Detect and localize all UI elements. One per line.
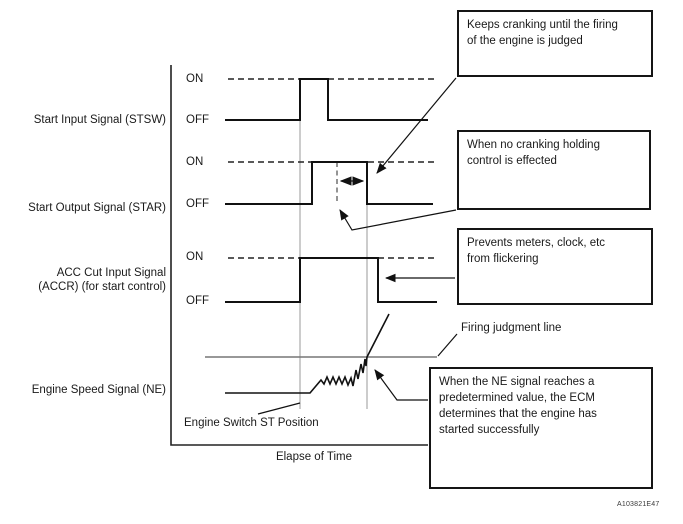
stsw-waveform [225,79,428,120]
no-cranking-holding-arrow [340,210,456,230]
signal-label-line: Engine Speed Signal (NE) [31,384,166,396]
firing-judgment-pointer-line [438,334,457,356]
callout-ne-judgment [429,367,653,489]
accr-off-label: OFF [186,295,209,307]
star-on-label: ON [186,156,204,168]
signal-label-star [6,201,166,215]
signal-label-line: Start Input Signal (STSW) [33,114,166,126]
callout-line: control is effected [467,155,557,167]
signal-label-ne [6,383,166,397]
accr-on-label: ON [186,251,204,263]
callout-line: of the engine is judged [467,35,583,47]
keeps-cranking-arrow [377,78,456,173]
callout-line: When no cranking holding [467,139,600,151]
x-axis-label: Elapse of Time [275,451,353,463]
callout-line: from flickering [467,253,539,265]
callout-line: Keeps cranking until the firing [467,19,618,31]
signal-label-line: Start Output Signal (STAR) [28,202,166,214]
callout-line: Prevents meters, clock, etc [467,237,606,249]
stsw-on-label: ON [186,73,204,85]
signal-label-stsw [6,113,166,127]
callout-line: started successfully [439,424,540,436]
ne-judgment-arrow [375,370,428,400]
star-waveform [225,162,433,204]
stsw-off-label: OFF [186,114,209,126]
callout-no-cranking-holding [457,130,651,210]
signal-label-line: ACC Cut Input Signal [56,267,166,279]
star-off-label: OFF [186,198,209,210]
signal-label-line: (ACCR) (for start control) [38,281,166,293]
callout-line: predetermined value, the ECM [439,392,595,404]
callout-line: When the NE signal reaches a [439,376,595,388]
callout-line: determines that the engine has [439,408,597,420]
callout-prevents-flicker [457,228,653,305]
firing-judgment-label: Firing judgment line [461,322,562,334]
figure-code: A103821E47 [617,501,660,508]
accr-waveform [225,258,437,302]
engine-switch-label: Engine Switch ST Position [184,417,319,429]
signal-label-accr [6,266,166,294]
ne-waveform [225,314,389,393]
engine-switch-pointer-line [258,403,300,414]
callout-keeps-cranking [457,10,653,77]
